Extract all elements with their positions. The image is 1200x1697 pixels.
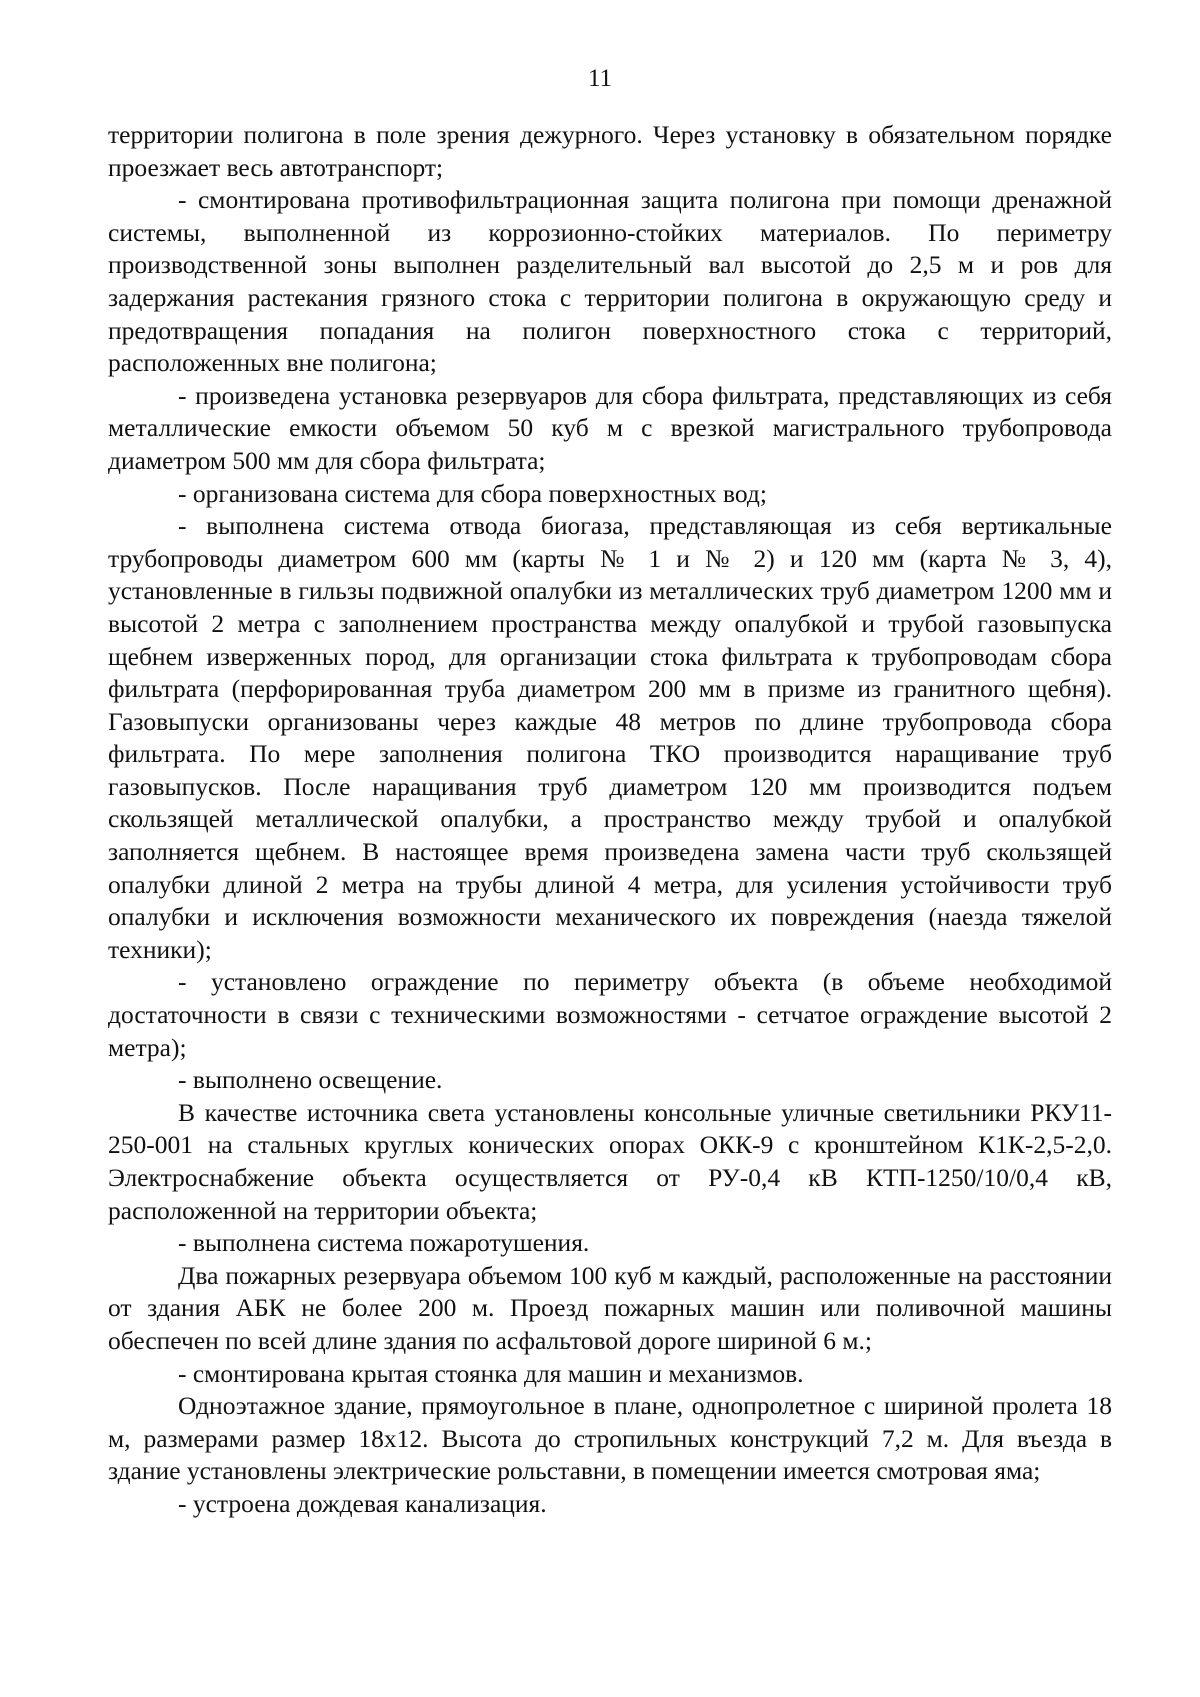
- paragraph: - произведена установка резервуаров для сбора фильтрата, представляющих из себя металлические емкости объемом 50 куб м с врезкой магистрального трубопровода диаметром 500 мм для сбора фильтрата;: [108, 380, 1112, 475]
- paragraph: В качестве источника света установлены консольные уличные светильники РКУ11-250-001 на стальных круглых конических опорах ОКК-9 с кронштейном К1К-2,5-2,0. Электроснабжение объекта осуществляется от РУ-0,4 кВ КТП-1250/10/0,4 кВ, расположенной на территории объекта;: [108, 1097, 1112, 1225]
- paragraph: Одноэтажное здание, прямоугольное в плане, однопролетное с шириной пролета 18 м, размерами размер 18х12. Высота до стропильных конструкций 7,2 м. Для въезда в здание установлены электрические рольставни, в помещении имеется смотровая яма;: [108, 1391, 1112, 1486]
- paragraph: - установлено ограждение по периметру объекта (в объеме необходимой достаточности в связи с техническими возможностями - сетчатое ограждение высотой 2 метра);: [108, 967, 1112, 1062]
- page-number: 11: [587, 65, 613, 92]
- body-text: [108, 119, 1112, 1521]
- paragraph: - смонтирована противофильтрационная защита полигона при помощи дренажной системы, выполненной из коррозионно-стойких материалов. По периметру производственной зоны выполнен разделительный вал высотой до 2,5 м и ров для задержания растекания грязного стока с территории полигона в окружающую среду и предотвращения попадания на полигон поверхностного стока с территорий, расположенных вне полигона;: [108, 185, 1112, 378]
- paragraph: - выполнена система отвода биогаза, представляющая из себя вертикальные трубопроводы диаметром 600 мм (карты № 1 и № 2) и 120 мм (карта № 3, 4), установленные в гильзы подвижной опалубки из металлических труб диаметром 1200 мм и высотой 2 метра с заполнением пространства между опалубкой и трубой газовыпуска щебнем изверженных пород, для организации стока фильтрата к трубопроводам сбора фильтрата (перфорированная труба диаметром 200 мм в призме из гранитного щебня). Газовыпуски организованы через каждые 48 метров по длине трубопровода сбора фильтрата. По мере заполнения полигона ТКО производится наращивание труб газовыпусков. После наращивания труб диаметром 120 мм производится подъем скользящей металлической опалубки, а пространство между трубой и опалубкой заполняется щебнем. В настоящее время произведена замена части труб скользящей опалубки длиной 2 метра на трубы длиной 4 метра, для усиления устойчивости труб опалубки и исключения возможности механического их повреждения (наезда тяжелой техники);: [108, 511, 1112, 964]
- paragraph: Два пожарных резервуара объемом 100 куб м каждый, расположенные на расстоянии от здания АБК не более 200 м. Проезд пожарных машин или поливочной машины обеспечен по всей длине здания по асфальтовой дороге шириной 6 м.;: [108, 1260, 1112, 1355]
- paragraph: - выполнена система пожаротушения.: [178, 1228, 590, 1258]
- paragraph: - смонтирована крытая стоянка для машин и механизмов.: [178, 1358, 804, 1388]
- paragraph: - организована система для сбора поверхностных вод;: [178, 478, 767, 508]
- paragraph: территории полигона в поле зрения дежурного. Через установку в обязательном порядке проезжает весь автотранспорт;: [108, 120, 1112, 182]
- paragraph: - выполнено освещение.: [178, 1065, 443, 1095]
- paragraph: - устроена дождевая канализация.: [178, 1488, 547, 1518]
